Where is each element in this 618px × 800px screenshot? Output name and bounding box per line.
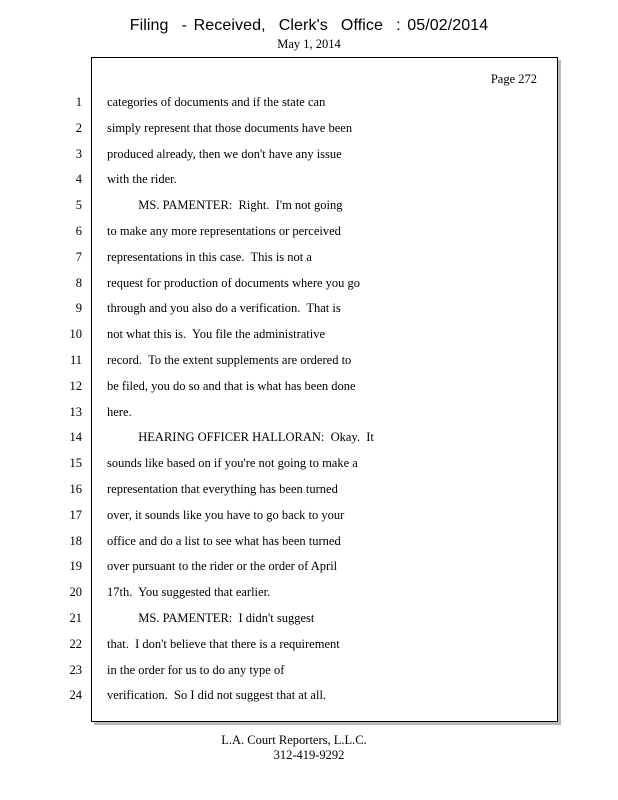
- transcript-line: HEARING OFFICER HALLORAN: Okay. It: [107, 430, 374, 444]
- line-number: 12: [69, 379, 82, 393]
- reporter-phone: 312-419-9292: [273, 748, 345, 762]
- transcript-line: MS. PAMENTER: I didn't suggest: [107, 611, 315, 625]
- transcript-line: through and you also do a verification. That is: [107, 301, 341, 315]
- transcript-line: here.: [107, 405, 132, 419]
- line-number: 18: [69, 534, 82, 548]
- transcript-line: 17th. You suggested that earlier.: [107, 585, 271, 599]
- filing-stamp: Filing - Received, Clerk's Office : 05/02/2014: [129, 17, 489, 34]
- transcript-line: to make any more representations or perceived: [107, 224, 341, 238]
- line-number: 6: [75, 224, 82, 238]
- line-number: 5: [75, 198, 82, 212]
- line-number: 3: [75, 147, 82, 161]
- line-number: 19: [69, 559, 82, 573]
- transcript-date: May 1, 2014: [277, 37, 341, 51]
- line-number: 24: [69, 688, 82, 702]
- transcript-line: that. I don't believe that there is a requirement: [107, 637, 340, 651]
- line-number: 4: [75, 172, 82, 186]
- line-number: 21: [69, 611, 82, 625]
- line-number: 16: [69, 482, 82, 496]
- line-number: 1: [75, 95, 82, 109]
- line-number: 13: [69, 405, 82, 419]
- transcript-line: MS. PAMENTER: Right. I'm not going: [107, 198, 343, 212]
- page-number: Page 272: [490, 72, 537, 86]
- line-number: 22: [69, 637, 82, 651]
- transcript-line: representations in this case. This is not a: [107, 250, 312, 264]
- line-number: 23: [69, 663, 82, 677]
- transcript-line: in the order for us to do any type of: [107, 663, 285, 677]
- transcript-line: simply represent that those documents have been: [107, 121, 353, 135]
- transcript-line: with the rider.: [107, 172, 177, 186]
- line-number: 15: [69, 456, 82, 470]
- transcript-line: over, it sounds like you have to go back to your: [107, 508, 345, 522]
- transcript-line: categories of documents and if the state can: [107, 95, 326, 109]
- line-number: 8: [75, 276, 82, 290]
- line-number: 17: [69, 508, 82, 522]
- transcript-line: not what this is. You file the administrative: [107, 327, 326, 341]
- transcript-line: representation that everything has been turned: [107, 482, 338, 496]
- line-number: 10: [69, 327, 82, 341]
- transcript-line: record. To the extent supplements are ordered to: [107, 353, 352, 367]
- transcript-line: sounds like based on if you're not going to make a: [107, 456, 358, 470]
- line-number: 20: [69, 585, 82, 599]
- transcript-line: over pursuant to the rider or the order of April: [107, 559, 338, 573]
- reporter-company: L.A. Court Reporters, L.L.C.: [221, 733, 367, 747]
- line-number: 2: [75, 121, 82, 135]
- transcript-line: be filed, you do so and that is what has been done: [107, 379, 356, 393]
- line-number: 9: [75, 301, 82, 315]
- line-number: 14: [69, 430, 82, 444]
- line-number: 7: [75, 250, 82, 264]
- transcript-line: verification. So I did not suggest that at all.: [107, 688, 327, 702]
- transcript-line: produced already, then we don't have any issue: [107, 147, 342, 161]
- transcript-line: office and do a list to see what has been turned: [107, 534, 341, 548]
- line-number: 11: [69, 353, 82, 367]
- transcript-line: request for production of documents where you go: [107, 276, 361, 290]
